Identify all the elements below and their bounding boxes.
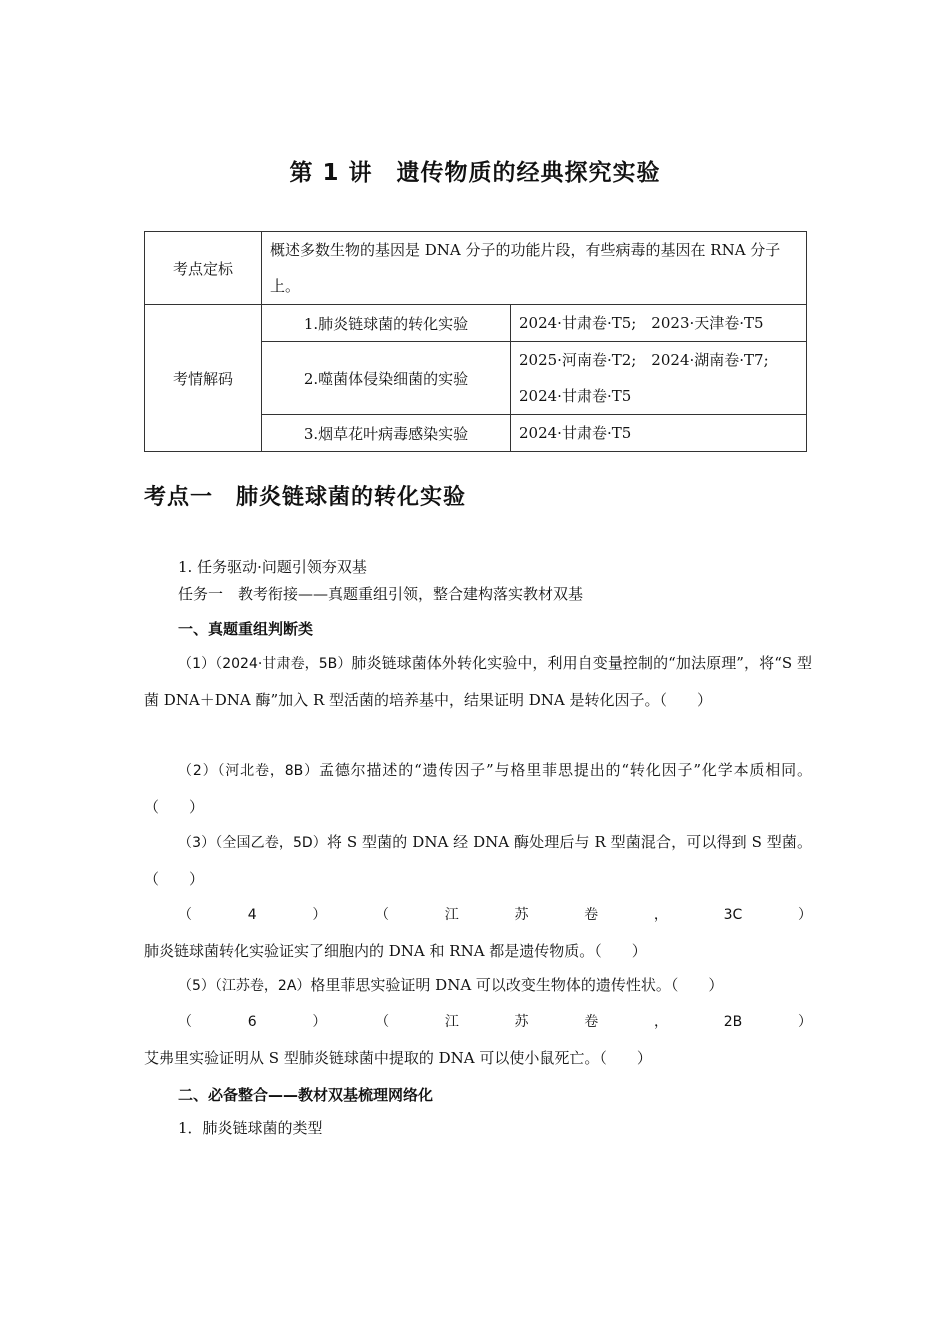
question-text: 将 S 型菌的 DNA 经 DNA 酶处理后与 R 型菌混合，可以得到 S 型菌。（ ）: [144, 833, 812, 888]
question-text: 格里菲思实验证明 DNA 可以改变生物体的遗传性状。（ ）: [310, 976, 724, 994]
question-source-tag: （2）（河北卷，8B）: [178, 763, 319, 779]
table-definition-cell: 概述多数生物的基因是 DNA 分子的功能片段，有些病毒的基因在 RNA 分子上。: [262, 232, 807, 305]
table-topic-cell: 3.烟草花叶病毒感染实验: [262, 415, 511, 452]
question-text: 肺炎链球菌转化实验证实了细胞内的 DNA 和 RNA 都是遗传物质。（ ）: [144, 942, 647, 960]
task-heading: 1. 任务驱动·问题引领夯双基: [178, 558, 367, 576]
question-text: 孟德尔描述的“遗传因子”与格里菲思提出的“转化因子”化学本质相同。（ ）: [144, 761, 812, 816]
question-item: [144, 824, 812, 897]
table-row: [145, 305, 807, 342]
section-heading: 考点一 肺炎链球菌的转化实验: [144, 485, 467, 510]
table-source-cell: 2024·甘肃卷·T5: [511, 415, 807, 452]
question-text: 艾弗里实验证明从 S 型肺炎链球菌中提取的 DNA 可以使小鼠死亡。（ ）: [144, 1049, 652, 1067]
exam-info-table: [144, 231, 807, 452]
question-source-tag: （3）（全国乙卷，5D）: [178, 835, 327, 851]
table-topic-cell: 2.噬菌体侵染细菌的实验: [262, 342, 511, 415]
subsection-heading: 1．肺炎链球菌的类型: [178, 1119, 323, 1137]
question-source-tag: （6）（江苏卷，2B）: [178, 1014, 812, 1030]
question-text: 肺炎链球菌体外转化实验中，利用自变量控制的“加法原理”，将“S 型菌 DNA＋DNA 酶”加入 R 型活菌的培养基中，结果证明 DNA 是转化因子。（ ）: [144, 654, 812, 709]
question-source-tag: （5）（江苏卷，2A）: [178, 978, 311, 994]
task-one-heading: 任务一 教考衔接——真题重组引领，整合建构落实教材双基: [178, 585, 584, 603]
question-item: [144, 896, 812, 969]
table-head-cell: 考情解码: [145, 305, 262, 452]
table-row: [145, 232, 807, 305]
part-two-heading: 二、必备整合——教材双基梳理网络化: [178, 1086, 434, 1104]
question-item: [144, 1003, 812, 1076]
question-source-tag: （1）（2024·甘肃卷，5B）: [178, 656, 352, 672]
question-item: [144, 752, 812, 825]
question-item: [144, 967, 812, 1004]
part-one-heading: 一、真题重组判断类: [178, 620, 314, 638]
table-head-cell: 考点定标: [145, 232, 262, 305]
page-title: 第 1 讲 遗传物质的经典探究实验: [289, 160, 661, 186]
question-source-tag: （4）（江苏卷，3C）: [178, 907, 812, 923]
table-source-cell: 2025·河南卷·T2; 2024·湖南卷·T7; 2024·甘肃卷·T5: [511, 342, 807, 415]
question-item: [144, 645, 812, 718]
table-topic-cell: 1.肺炎链球菌的转化实验: [262, 305, 511, 342]
table-source-cell: 2024·甘肃卷·T5; 2023·天津卷·T5: [511, 305, 807, 342]
